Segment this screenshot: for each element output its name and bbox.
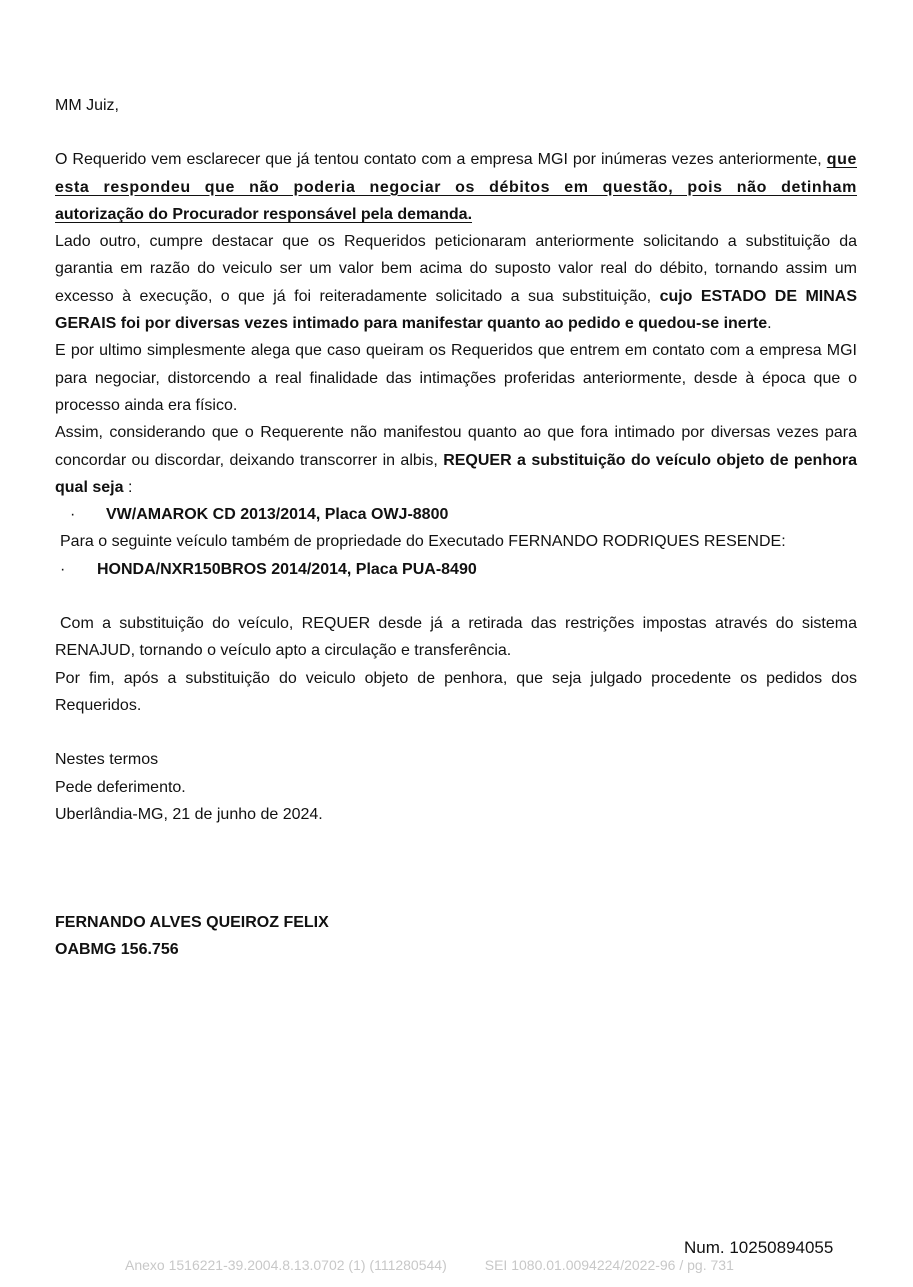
signer-name: FERNANDO ALVES QUEIROZ FELIX: [55, 914, 329, 932]
vehicle-replacement-label: HONDA/NXR150BROS 2014/2014, Placa PUA-8490: [97, 560, 477, 578]
sei-reference: SEI 1080.01.0094224/2022-96 / pg. 731: [484, 1257, 734, 1273]
paragraph-guarantee-emphasis: cujo ESTADO DE MINAS GERAIS foi por diversas vezes intimado para manifestar quanto ao pedido e quedou-se inerte: [55, 287, 857, 333]
spacer: [55, 882, 857, 909]
paragraph-request-text: Assim, considerando que o Requerente não manifestou quanto ao que fora intimado por diversas vezes para concordar ou discordar, deixando transcorrer in albis,: [55, 424, 857, 469]
bullet-marker: ·: [60, 560, 66, 578]
paragraph-guarantee-text: Lado outro, cumpre destacar que os Requeridos peticionaram anteriormente solicitando a substituição da garantia em razão do veiculo ser um valor bem acima do suposto valor real do débito, tornando assim um excesso à execução, o que já foi reiteradamente solicitado a sua substituição,: [55, 233, 857, 305]
paragraph-guarantee: [55, 228, 857, 337]
salutation: MM Juiz,: [55, 97, 119, 114]
spacer: [55, 583, 857, 610]
paragraph-renajud: Com a substituição do veículo, REQUER desde já a retirada das restrições impostas através do sistema RENAJUD, tornando o veículo apto a circulação e transferência.: [55, 615, 857, 660]
closing-terms: Nestes termos: [55, 751, 159, 769]
paragraph-negotiation: E por ultimo simplesmente alega que caso queiram os Requeridos que entrem em contato com a empresa MGI para negociar, distorcendo a real finalidade das intimações proferidas anteriormente, desde à época que o processo ainda era físico.: [55, 342, 857, 414]
spacer: [55, 719, 857, 746]
footer-metadata: [125, 1257, 734, 1273]
paragraph-contact: [55, 146, 857, 228]
spacer: [55, 828, 857, 855]
place-date: Uberlândia-MG, 21 de junho de 2024.: [55, 805, 323, 823]
paragraph-request-end: :: [127, 478, 133, 496]
paragraph-request: [55, 419, 857, 501]
paragraph-guarantee-end: .: [767, 315, 772, 333]
paragraph-contact-emphasis-1: que esta respondeu que não poderia negociar os débitos em questão, pois não detinham: [55, 151, 857, 196]
document-number: Num. 10250894055: [684, 1238, 834, 1257]
vehicle-item-replacement: [55, 556, 857, 583]
closing-request: Pede deferimento.: [55, 778, 186, 796]
signer-oab: OABMG 156.756: [55, 941, 179, 959]
spacer: [55, 119, 857, 146]
paragraph-request-emphasis: REQUER a substituição do veículo objeto de penhora qual seja: [55, 451, 857, 496]
spacer: [55, 855, 857, 882]
paragraph-replacement: Para o seguinte veículo também de propriedade do Executado FERNANDO RODRIQUES RESENDE:: [60, 533, 786, 551]
paragraph-contact-text: O Requerido vem esclarecer que já tentou contato com a empresa MGI por inúmeras vezes anteriormente,: [55, 151, 822, 169]
paragraph-final-request: Por fim, após a substituição do veiculo objeto de penhora, que seja julgado procedente os pedidos dos Requeridos.: [55, 669, 857, 714]
vehicle-current-label: VW/AMAROK CD 2013/2014, Placa OWJ-8800: [106, 506, 449, 524]
paragraph-contact-emphasis-2: autorização do Procurador responsável pela demanda.: [55, 205, 473, 223]
annex-reference: Anexo 1516221-39.2004.8.13.0702 (1) (111280544): [125, 1257, 447, 1273]
vehicle-item-current: [55, 501, 857, 528]
document-body: [55, 92, 857, 964]
bullet-marker: ·: [70, 506, 76, 524]
